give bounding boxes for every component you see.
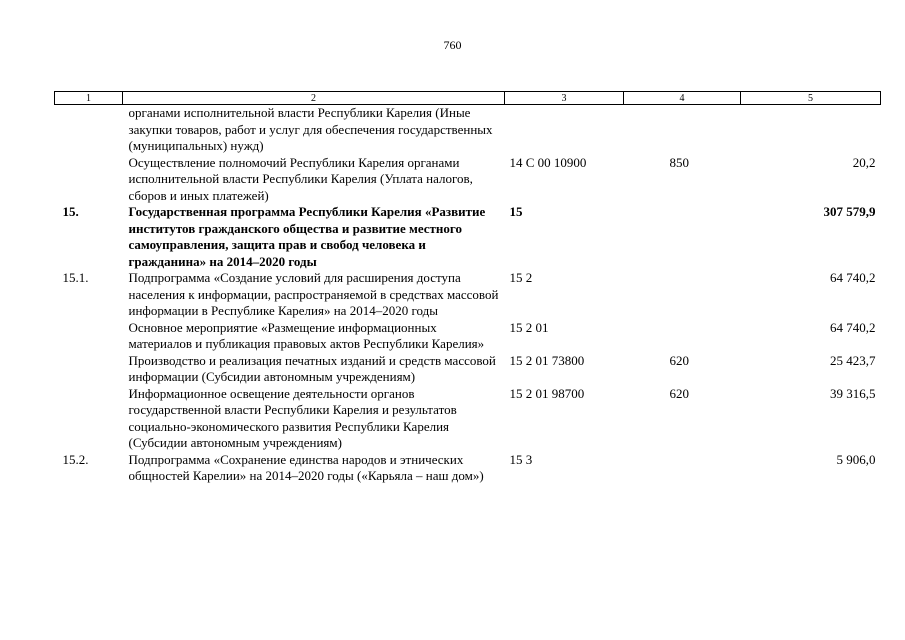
table-row: [55, 105, 881, 155]
row-number-cell: [55, 353, 123, 386]
row-name-cell: Подпрограмма «Сохранение единства народов и этнических общностей Карелии» на 2014–2020 годы («Карьяла – наш дом»): [128, 451, 484, 483]
row-sum-cell: 39 316,5: [830, 385, 876, 401]
row-name-cell: Государственная программа Республики Карелия «Развитие институтов гражданского общества и развитие местного самоуправления, защита прав и свобод человека и гражданина» на 2014–2020 годы: [128, 204, 486, 269]
row-sum-cell: 64 740,2: [830, 319, 876, 335]
row-expense-type-cell: 850: [669, 154, 689, 170]
row-code-cell: 15 2 01 98700: [509, 385, 585, 401]
row-name-cell: Осуществление полномочий Республики Карелия органами исполнительной власти Республики Карелия (Уплата налогов, сборов и иных платежей): [128, 154, 473, 203]
row-number-cell: 15.1.: [62, 270, 89, 285]
row-expense-type-cell: [624, 452, 741, 485]
row-code-cell: 15 3: [509, 451, 533, 467]
row-expense-type-cell: [624, 204, 741, 270]
table-body: [55, 105, 881, 485]
row-name-cell: Производство и реализация печатных изданий и средств массовой информации (Субсидии автономным учреждениям): [128, 352, 496, 384]
row-name-cell: органами исполнительной власти Республики Карелия (Иные закупки товаров, работ и услуг для обеспечения государственных (муниципальных) нужд): [128, 105, 493, 153]
row-number-cell: [55, 320, 123, 353]
table-row: [55, 452, 881, 485]
column-header-2: 2: [123, 92, 505, 105]
column-header-5: 5: [741, 92, 881, 105]
table-row: [55, 353, 881, 386]
column-header-4: 4: [624, 92, 741, 105]
row-expense-type-cell: [624, 105, 741, 155]
row-name-cell: Информационное освещение деятельности органов государственной власти Республики Карелия и результатов социально-экономического развития Республики Карелия (Субсидии автономным учреждениям): [128, 385, 457, 450]
row-sum-cell: 64 740,2: [830, 270, 876, 285]
page-number: 760: [443, 38, 462, 52]
row-code-cell: 15 2 01: [509, 319, 549, 335]
row-expense-type-cell: 620: [669, 352, 689, 368]
row-name-cell: Подпрограмма «Создание условий для расширения доступа населения к информации, распространяемой в средствах массовой информации в Республике Карелия» на 2014–2020 годы: [128, 270, 499, 318]
row-sum-cell: 307 579,9: [823, 204, 876, 219]
table-row: [55, 270, 881, 320]
row-sum-cell: [741, 105, 881, 155]
row-code-cell: 15 2 01 73800: [509, 352, 585, 368]
row-sum-cell: 25 423,7: [830, 352, 876, 368]
row-number-cell: [55, 155, 123, 205]
table-row: [55, 155, 881, 205]
row-expense-type-cell: 620: [669, 385, 689, 401]
table-row: [55, 320, 881, 353]
row-number-cell: [55, 105, 123, 155]
row-number-cell: 15.2.: [62, 451, 89, 467]
row-code-cell: 15 2: [509, 270, 533, 285]
column-number-header-row: [55, 92, 881, 105]
row-code-cell: 14 С 00 10900: [509, 154, 587, 170]
row-code-cell: 15: [509, 204, 523, 219]
row-number-cell: 15.: [62, 204, 79, 219]
column-header-1: 1: [55, 92, 123, 105]
budget-table: [54, 91, 881, 485]
row-sum-cell: 5 906,0: [836, 451, 876, 467]
table-row-program: [55, 204, 881, 270]
row-number-cell: [55, 386, 123, 452]
row-name-cell: Основное мероприятие «Размещение информационных материалов и публикация правовых актов Республики Карелия»: [128, 319, 485, 351]
row-sum-cell: 20,2: [852, 154, 876, 170]
row-expense-type-cell: [624, 270, 741, 320]
table-row: [55, 386, 881, 452]
column-header-3: 3: [505, 92, 624, 105]
row-code-cell: [505, 105, 624, 155]
row-expense-type-cell: [624, 320, 741, 353]
